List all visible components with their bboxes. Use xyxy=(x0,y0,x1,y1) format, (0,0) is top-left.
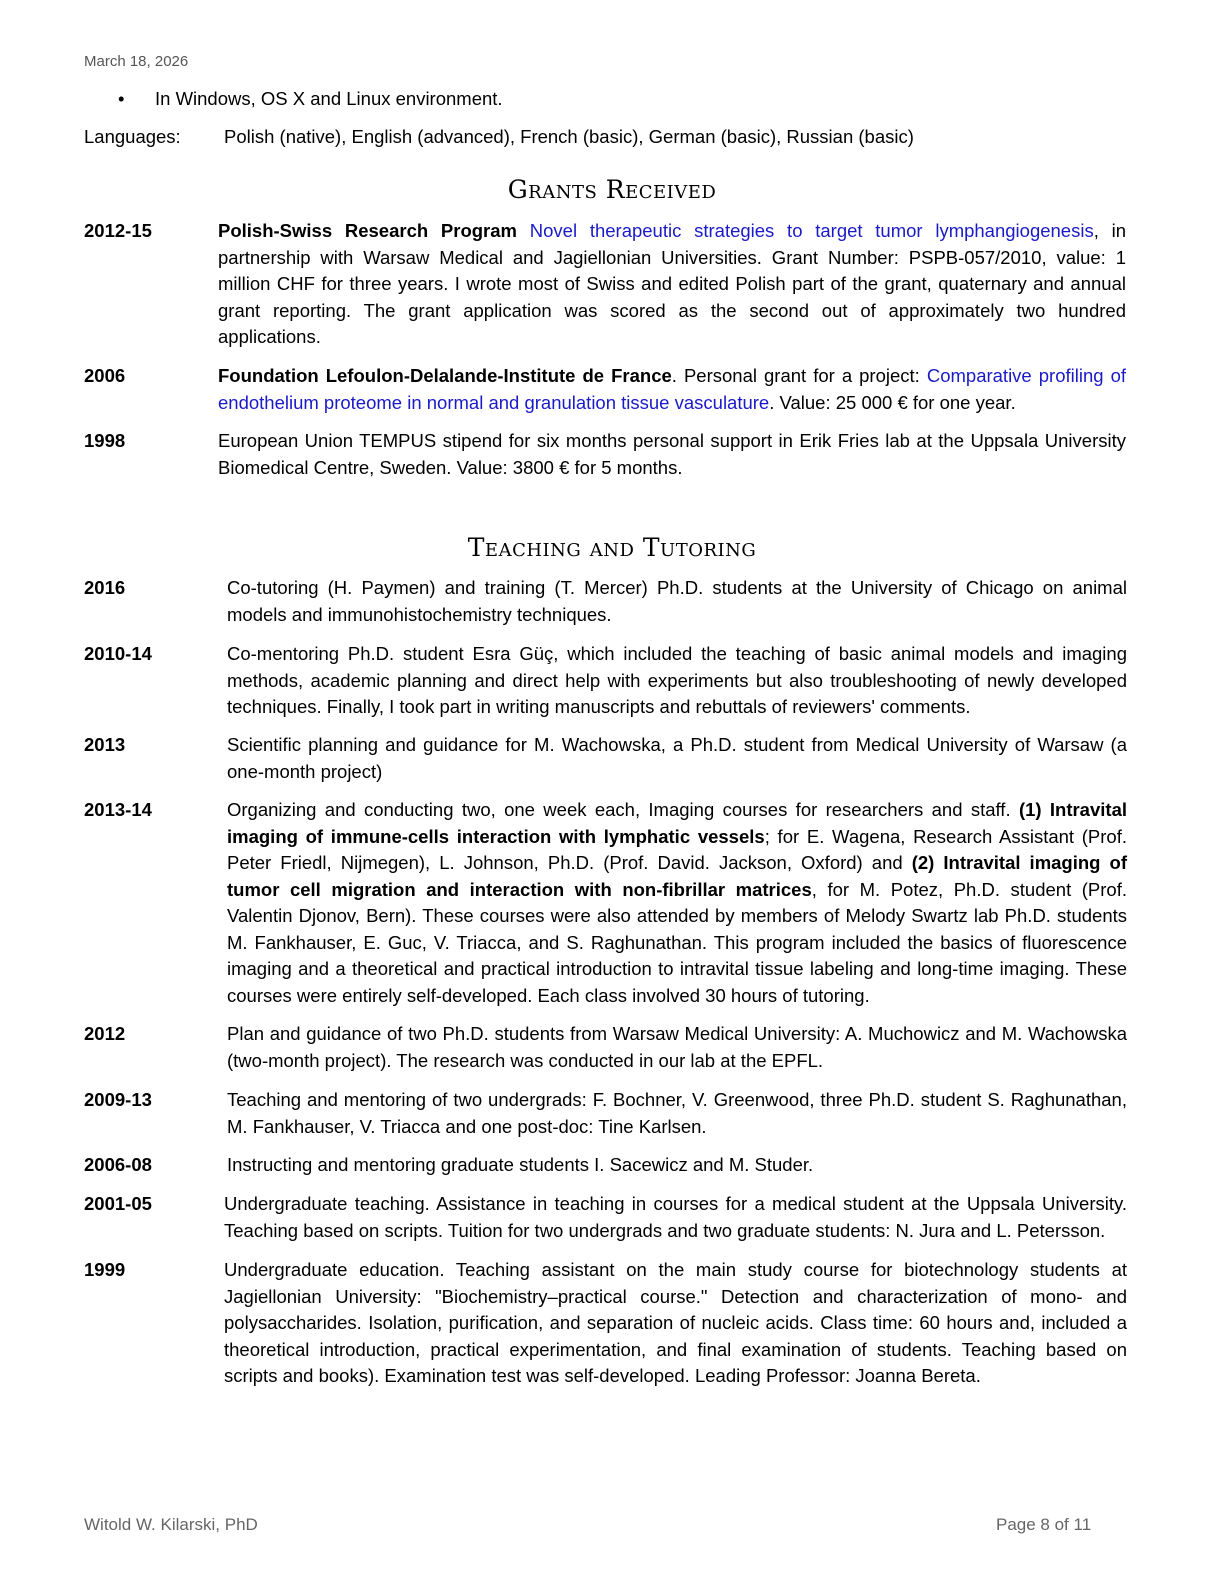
bullet-text: In Windows, OS X and Linux environment. xyxy=(155,88,503,109)
entry-description: Plan and guidance of two Ph.D. students from Warsaw Medical University: A. Muchowicz and M. Wachowska (two-month project). The research was conducted in our lab at the EPFL. xyxy=(227,1023,1127,1071)
entry-year: 2012-15 xyxy=(84,220,152,241)
entry-year: 2006-08 xyxy=(84,1154,152,1175)
bullet-icon: • xyxy=(118,88,125,109)
page-date: March 18, 2026 xyxy=(84,53,189,70)
entry-year: 2016 xyxy=(84,577,126,598)
entry-year: 2010-14 xyxy=(84,643,152,664)
entry-year: 2013 xyxy=(84,734,126,755)
footer-author: Witold W. Kilarski, PhD xyxy=(84,1515,258,1534)
entry-description: Co-mentoring Ph.D. student Esra Güç, which included the teaching of basic animal models and imaging methods, academic planning and direct help with experiments but also troubleshooting of newly developed techniques. Finally, I took part in writing manuscripts and rebuttals of reviewers' comments. xyxy=(227,643,1127,717)
project-link[interactable]: Comparative profiling of endothelium proteome in normal and granulation tissue vasculature xyxy=(218,365,1126,413)
languages-label: Languages: xyxy=(84,126,181,147)
entry-description: Co-tutoring (H. Paymen) and training (T. Mercer) Ph.D. students at the University of Chicago on animal models and immunohistochemistry techniques. xyxy=(227,577,1127,625)
entry-description: Scientific planning and guidance for M. Wachowska, a Ph.D. student from Medical University of Warsaw (a one-month project) xyxy=(227,734,1127,782)
entry-description: Organizing and conducting two, one week each, Imaging courses for researchers and staff. (1) Intravital imaging of immune-cells interaction with lymphatic vessels; for E. Wagena, Research Assistant (Prof. Peter Friedl, Nijmegen), L. Johnson, Ph.D. (Prof. David. Jackson, Oxford) and (2) Intravital imaging of tumor cell migration and interaction with non-fibrillar matrices, for M. Potez, Ph.D. student (Prof. Valentin Djonov, Bern). These courses were also attended by members of Melody Swartz lab Ph.D. students M. Fankhauser, E. Guc, V. Triacca, and S. Raghunathan. This program included the basics of fluorescence imaging and a theoretical and practical introduction to intravital tissue labeling and long-time imaging. These courses were entirely self-developed. Each class involved 30 hours of tutoring. xyxy=(227,799,1128,1006)
entry-year: 1999 xyxy=(84,1259,126,1280)
footer-page-number: Page 8 of 11 xyxy=(996,1515,1092,1534)
entry-description: Polish-Swiss Research Program Novel therapeutic strategies to target tumor lymphangiogenesis, in partnership with Warsaw Medical and Jagiellonian Universities. Grant Number: PSPB-057/2010, value: 1 million CHF for three years. I wrote most of Swiss and edited Polish part of the grant, quaternary and annual grant reporting. The grant application was scored as the second out of approximately two hundred applications. xyxy=(218,220,1127,347)
entry-year: 1998 xyxy=(84,430,126,451)
program-name: Polish-Swiss Research Program xyxy=(218,220,517,241)
course-title: (2) Intravital imaging of tumor cell migration and interaction with non-fibrillar matrices xyxy=(227,852,1127,900)
teaching-section-title: Teaching and Tutoring xyxy=(467,533,757,562)
entry-description: Foundation Lefoulon-Delalande-Institute de France. Personal grant for a project: Comparative profiling of endothelium proteome in normal and granulation tissue vasculature. Value: 25 000 € for one year. xyxy=(218,365,1126,413)
entry-year: 2001-05 xyxy=(84,1193,152,1214)
entry-year: 2009-13 xyxy=(84,1089,152,1110)
entry-description: Teaching and mentoring of two undergrads: F. Bochner, V. Greenwood, three Ph.D. student S. Raghunathan, M. Fankhauser, V. Triacca and one post-doc: Tine Karlsen. xyxy=(227,1089,1127,1137)
entry-description: European Union TEMPUS stipend for six months personal support in Erik Fries lab at the Uppsala University Biomedical Centre, Sweden. Value: 3800 € for 5 months. xyxy=(218,430,1126,478)
languages-value: Polish (native), English (advanced), French (basic), German (basic), Russian (basic) xyxy=(224,126,914,147)
entry-description: Undergraduate teaching. Assistance in teaching in courses for a medical student at the Uppsala University. Teaching based on scripts. Tuition for two undergrads and two graduate students: N. Jura and L. Petersson. xyxy=(224,1193,1127,1241)
entry-description: Undergraduate education. Teaching assistant on the main study course for biotechnology students at Jagiellonian University: "Biochemistry–practical course." Detection and characterization of mono- and polysaccharides. Isolation, purification, and separation of nucleic acids. Class time: 60 hours and, included a theoretical introduction, practical experimentation, and final examination of students. Teaching based on scripts and books). Examination test was self-developed. Leading Professor: Joanna Bereta. xyxy=(224,1259,1127,1386)
course-title: (1) Intravital imaging of immune-cells interaction with lymphatic vessels xyxy=(227,799,1127,847)
grants-section-title: Grants Received xyxy=(507,175,717,204)
foundation-name: Foundation Lefoulon-Delalande-Institute de France xyxy=(218,365,672,386)
entry-description: Instructing and mentoring graduate students I. Sacewicz and M. Studer. xyxy=(227,1154,814,1175)
entry-year: 2012 xyxy=(84,1023,126,1044)
entry-year: 2013-14 xyxy=(84,799,152,820)
project-link[interactable]: Novel therapeutic strategies to target tumor lymphangiogenesis xyxy=(529,220,1094,241)
entry-year: 2006 xyxy=(84,365,126,386)
